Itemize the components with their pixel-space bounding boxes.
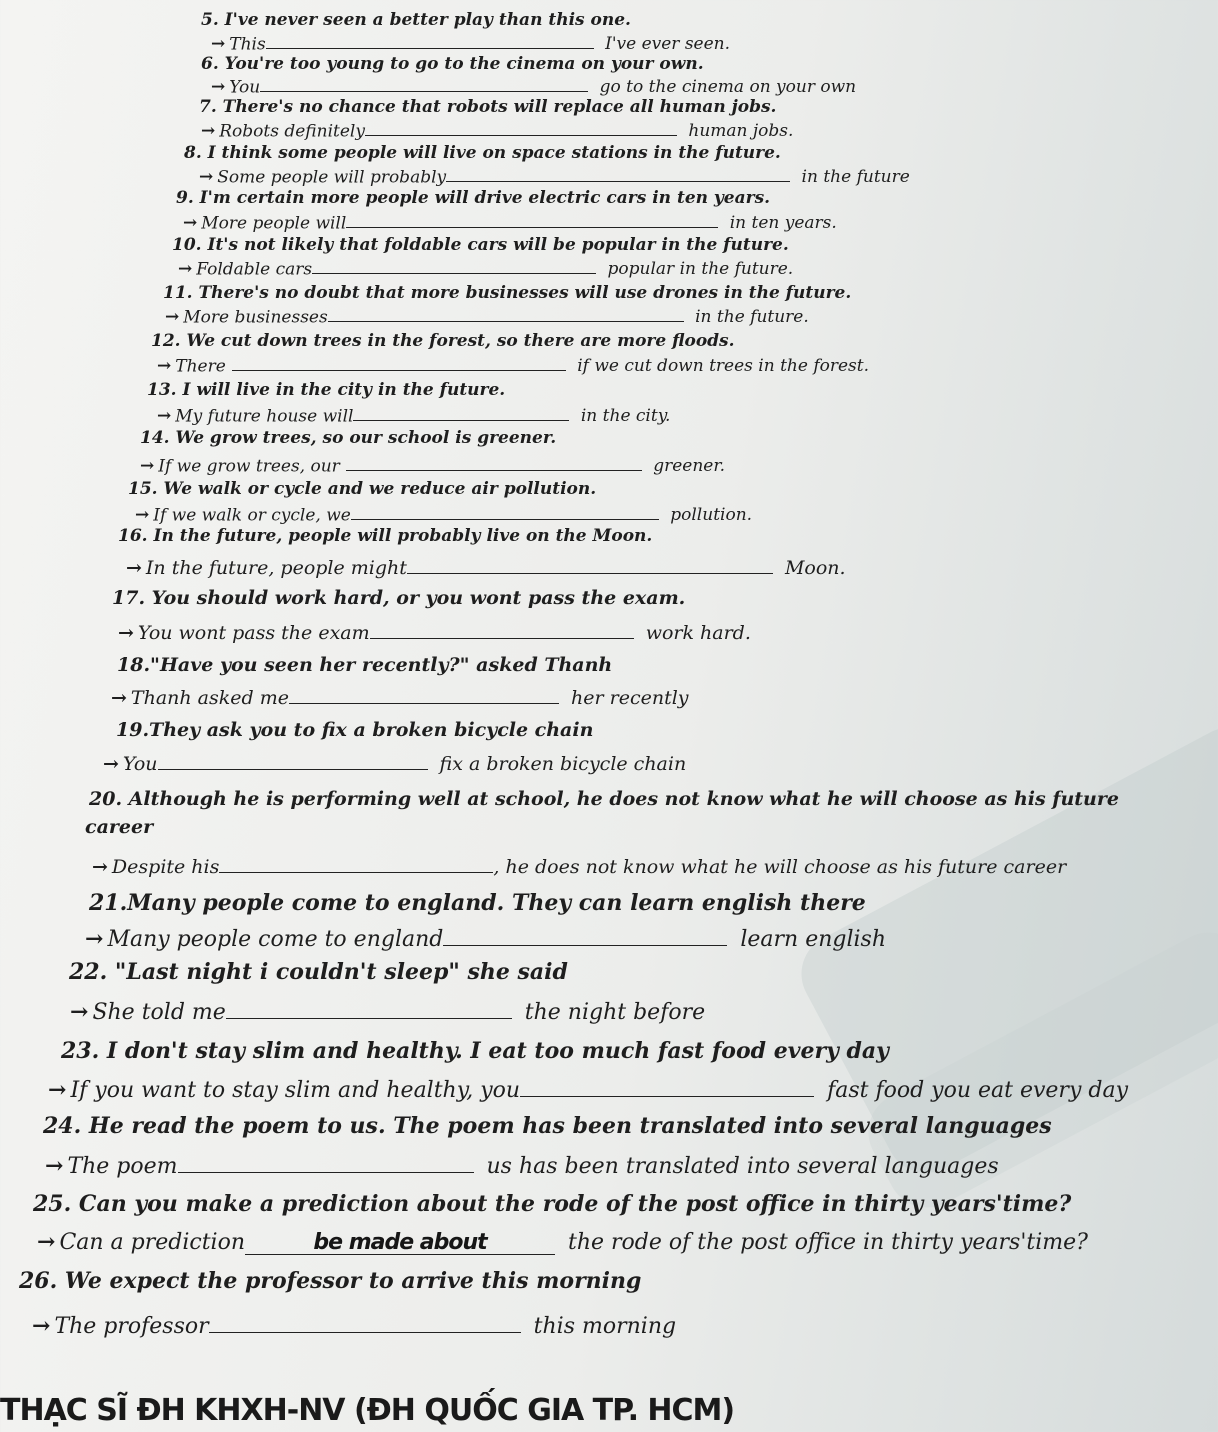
answer-blank[interactable] <box>346 455 642 471</box>
answer-line-6: → You go to the cinema on your own <box>211 77 857 98</box>
arrow-icon: → <box>48 1076 67 1103</box>
answer-blank[interactable] <box>158 752 428 770</box>
answer-blank[interactable] <box>328 306 684 322</box>
arrow-icon: → <box>157 356 172 377</box>
answer-blank[interactable] <box>226 998 512 1019</box>
answer-blank[interactable] <box>260 76 588 92</box>
answer-line-19: → You fix a broken bicycle chain <box>103 753 687 776</box>
question-20: 20. Although he is performing well at school, he does not know what he will choose as his future <box>89 788 1119 810</box>
answer-line-7: → Robots definitely human jobs. <box>201 121 794 142</box>
answer-blank[interactable] <box>312 258 596 274</box>
question-11: 11. There's no doubt that more businesses will use drones in the future. <box>163 283 852 303</box>
arrow-icon: → <box>45 1152 64 1179</box>
arrow-icon: → <box>85 925 104 952</box>
arrow-icon: → <box>140 456 155 477</box>
question-6: 6. You're too young to go to the cinema on your own. <box>201 54 704 74</box>
arrow-icon: → <box>126 557 142 580</box>
answer-blank[interactable] <box>351 504 659 520</box>
arrow-icon: → <box>111 687 127 710</box>
answer-blank[interactable] <box>353 405 569 421</box>
answer-line-26: → The professor this morning <box>32 1312 677 1339</box>
answer-line-24: → The poem us has been translated into several languages <box>45 1152 999 1179</box>
answer-line-21: → Many people come to england learn english <box>85 925 887 952</box>
arrow-icon: → <box>211 77 226 98</box>
arrow-icon: → <box>178 259 193 280</box>
arrow-icon: → <box>70 998 89 1025</box>
question-15: 15. We walk or cycle and we reduce air pollution. <box>128 479 597 499</box>
answer-line-18: → Thanh asked me her recently <box>111 687 689 710</box>
answer-line-15: → If we walk or cycle, we pollution. <box>135 505 753 526</box>
question-25: 25. Can you make a prediction about the rode of the post office in thirty years'time? <box>33 1191 1072 1217</box>
answer-line-23: → If you want to stay slim and healthy, you fast food you eat every day <box>48 1076 1128 1103</box>
question-26: 26. We expect the professor to arrive this morning <box>19 1268 642 1294</box>
answer-blank[interactable] <box>446 166 790 182</box>
answer-blank[interactable] <box>209 1312 521 1333</box>
arrow-icon: → <box>135 505 150 526</box>
arrow-icon: → <box>201 121 216 142</box>
arrow-icon: → <box>157 406 172 427</box>
question-21: 21.Many people come to england. They can learn english there <box>89 890 866 916</box>
answer-blank[interactable] <box>346 212 718 228</box>
arrow-icon: → <box>32 1312 51 1339</box>
arrow-icon: → <box>165 307 180 328</box>
question-9: 9. I'm certain more people will drive electric cars in ten years. <box>176 188 771 208</box>
answer-line-13: → My future house will in the city. <box>157 406 671 427</box>
question-8: 8. I think some people will live on space stations in the future. <box>184 143 781 163</box>
answer-line-17: → You wont pass the exam work hard. <box>118 622 751 645</box>
question-17: 17. You should work hard, or you wont pass the exam. <box>112 587 686 609</box>
question-20-continued: career <box>85 816 154 838</box>
question-18: 18."Have you seen her recently?" asked Thanh <box>117 654 613 676</box>
answer-line-8: → Some people will probably in the future <box>199 167 910 188</box>
arrow-icon: → <box>183 213 198 234</box>
handwritten-answer[interactable]: be made about <box>245 1232 555 1255</box>
question-19: 19.They ask you to fix a broken bicycle chain <box>116 719 594 741</box>
question-5: 5. I've never seen a better play than this one. <box>201 10 631 30</box>
answer-line-9: → More people will in ten years. <box>183 213 837 234</box>
answer-line-16: → In the future, people might Moon. <box>126 557 846 580</box>
question-7: 7. There's no chance that robots will replace all human jobs. <box>199 97 777 117</box>
answer-line-20: → Despite his , he does not know what he will choose as his future career <box>92 856 1067 879</box>
arrow-icon: → <box>199 167 214 188</box>
answer-blank[interactable] <box>219 855 493 873</box>
answer-line-10: → Foldable cars popular in the future. <box>178 259 794 280</box>
question-10: 10. It's not likely that foldable cars will be popular in the future. <box>172 235 789 255</box>
answer-blank[interactable] <box>520 1076 814 1097</box>
answer-blank[interactable] <box>365 120 677 136</box>
answer-blank[interactable] <box>232 355 566 371</box>
question-23: 23. I don't stay slim and healthy. I eat too much fast food every day <box>61 1038 889 1064</box>
answer-line-5: → This I've ever seen. <box>211 34 731 55</box>
question-16: 16. In the future, people will probably live on the Moon. <box>118 526 653 546</box>
answer-line-14: → If we grow trees, our greener. <box>140 456 726 477</box>
answer-blank[interactable] <box>178 1152 474 1173</box>
answer-blank[interactable] <box>407 556 773 574</box>
question-12: 12. We cut down trees in the forest, so there are more floods. <box>151 331 735 351</box>
answer-blank[interactable] <box>370 621 634 639</box>
arrow-icon: → <box>211 34 226 55</box>
answer-blank[interactable] <box>289 686 559 704</box>
question-22: 22. "Last night i couldn't sleep" she said <box>69 959 568 985</box>
answer-blank[interactable] <box>443 925 727 946</box>
question-14: 14. We grow trees, so our school is greener. <box>140 428 557 448</box>
answer-blank[interactable] <box>266 33 594 49</box>
answer-line-11: → More businesses in the future. <box>165 307 809 328</box>
arrow-icon: → <box>37 1229 56 1255</box>
answer-line-25: → Can a prediction be made about the rode of the post office in thirty years'time? <box>37 1229 1088 1255</box>
footer-credit: THẠC SĨ ĐH KHXH-NV (ĐH QUỐC GIA TP. HCM) <box>0 1393 735 1428</box>
answer-line-22: → She told me the night before <box>70 998 706 1025</box>
arrow-icon: → <box>103 753 119 776</box>
arrow-icon: → <box>118 622 134 645</box>
question-24: 24. He read the poem to us. The poem has been translated into several languages <box>43 1113 1052 1139</box>
arrow-icon: → <box>92 856 108 879</box>
question-13: 13. I will live in the city in the future. <box>147 380 506 400</box>
answer-line-12: → There if we cut down trees in the forest. <box>157 356 869 377</box>
